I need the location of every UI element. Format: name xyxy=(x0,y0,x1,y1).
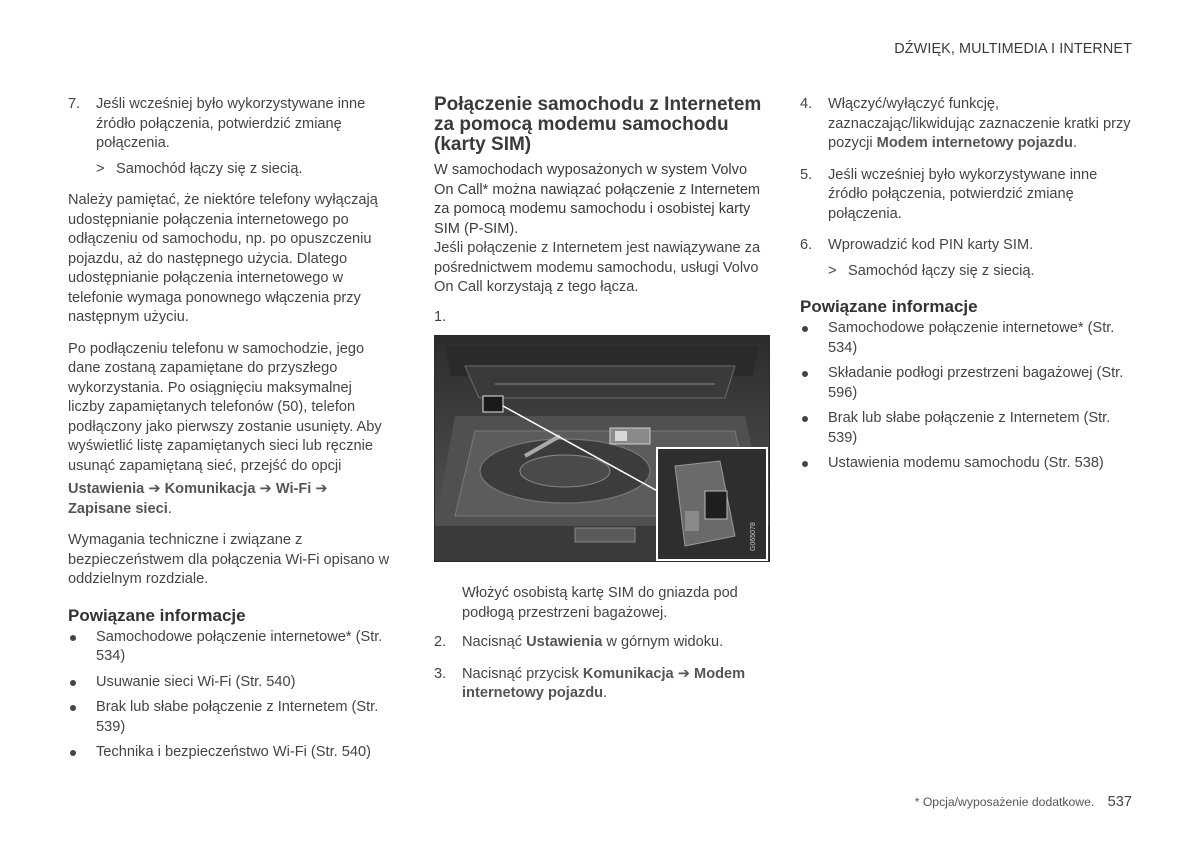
menu-item-communication: Komunikacja xyxy=(164,481,256,497)
related-link-text: Samochodowe połączenie internetowe* (Str. 534) xyxy=(96,628,383,664)
bullet-icon xyxy=(802,371,808,377)
step-text: . xyxy=(1072,135,1077,151)
bullet-icon xyxy=(70,635,76,641)
bullet-icon xyxy=(70,680,76,686)
menu-item-vehicle-modem: Modem internetowy pojazdu xyxy=(462,665,746,701)
arrow-right-icon: ➔ xyxy=(148,481,161,497)
step-number: 3. xyxy=(434,665,447,682)
related-item[interactable] xyxy=(68,743,390,763)
step-number: 2. xyxy=(434,634,447,650)
step-text: Wprowadzić kod PIN karty SIM. xyxy=(828,237,1034,253)
menu-item-vehicle-modem: Modem internetowy pojazdu xyxy=(876,135,1073,151)
step-number: 7. xyxy=(68,96,81,112)
menu-item-settings: Ustawienia xyxy=(526,634,603,650)
column-1 xyxy=(68,95,390,769)
bullet-icon xyxy=(70,705,76,711)
step-7-result xyxy=(68,160,390,180)
result-marker: > xyxy=(96,160,105,177)
step-4 xyxy=(800,95,1132,154)
step-1 xyxy=(434,584,768,623)
step-6 xyxy=(800,236,1132,256)
menu-item-settings: Ustawienia xyxy=(68,481,145,497)
step-number: 5. xyxy=(800,166,813,183)
page-header: DŹWIĘK, MULTIMEDIA I INTERNET xyxy=(894,41,1132,57)
step-5 xyxy=(800,166,1132,225)
step-6-result xyxy=(800,262,1132,282)
result-text: Samochód łączy się z siecią. xyxy=(848,262,1035,279)
arrow-right-icon: ➔ xyxy=(259,481,272,497)
arrow-right-icon: ➔ xyxy=(677,665,690,682)
related-heading: Powiązane informacje xyxy=(800,297,978,316)
step-text: Jeśli wcześniej było wykorzystywane inne źródło połączenia, potwierdzić zmianę połączenia. xyxy=(96,96,366,151)
step-text: w górnym widoku. xyxy=(602,634,724,650)
paragraph-requirements: Wymagania techniczne i związane z bezpieczeństwem dla połączenia Wi-Fi opisano w oddzielnym rozdziale. xyxy=(68,532,390,587)
page-number: 537 xyxy=(1107,794,1132,810)
step-1-number: 1. xyxy=(434,308,447,325)
result-marker: > xyxy=(828,262,837,279)
figure-code: G065078 xyxy=(750,522,757,551)
menu-item-communication: Komunikacja xyxy=(582,665,674,682)
menu-path: Ustawienia ➔ Komunikacja ➔ Wi-Fi ➔ Zapisane sieci. xyxy=(68,481,328,517)
bullet-icon xyxy=(802,326,808,332)
menu-item-saved-networks: Zapisane sieci xyxy=(68,500,168,517)
related-list xyxy=(800,319,1132,474)
related-list xyxy=(68,628,390,763)
step-2 xyxy=(434,633,768,653)
related-item[interactable] xyxy=(68,698,390,737)
paragraph-saved-phones xyxy=(68,340,390,477)
bullet-icon xyxy=(70,750,76,756)
bullet-icon xyxy=(802,416,808,422)
column-2 xyxy=(434,95,768,710)
related-heading: Powiązane informacje xyxy=(68,605,246,625)
related-item[interactable] xyxy=(800,364,1132,403)
related-item[interactable] xyxy=(800,454,1132,474)
related-link-text: Brak lub słabe połączenie z Internetem (Str. 539) xyxy=(96,699,379,735)
arrow-right-icon: ➔ xyxy=(315,481,328,497)
step-text: Nacisnąć xyxy=(462,634,527,650)
related-item[interactable] xyxy=(800,319,1132,358)
step-text: . xyxy=(603,685,608,701)
sim-slot-illustration xyxy=(434,335,770,562)
column-3 xyxy=(800,95,1132,480)
result-text: Samochód łączy się z siecią. xyxy=(116,160,303,177)
related-item[interactable] xyxy=(68,673,390,693)
paragraph-tethering-note: Należy pamiętać, że niektóre telefony wyłączają udostępnianie połączenia internetowego po odłączeniu od samochodu, np. po opuszczeniu pojazdu, aż do następnego użycia. Dlatego udostępnianie połączenia internetowego w telefonie wymaga ponownego włączenia przy następnym użyciu. xyxy=(68,192,378,325)
step-3 xyxy=(434,665,768,704)
related-item[interactable] xyxy=(68,628,390,667)
bullet-icon xyxy=(802,461,808,467)
step-text: Włożyć osobistą kartę SIM do gniazda pod podłogą przestrzeni bagażowej. xyxy=(462,585,738,621)
step-number: 4. xyxy=(800,96,813,112)
intro-paragraph: W samochodach wyposażonych w system Volvo On Call* można nawiązać połączenie z Internetem za pomocą modemu samochodu i osobistej karty SIM (P-SIM). xyxy=(434,162,761,237)
related-link-text: Składanie podłogi przestrzeni bagażowej (Str. 596) xyxy=(828,365,1124,401)
step-number: 6. xyxy=(800,237,813,253)
related-link-text: Brak lub słabe połączenie z Internetem (Str. 539) xyxy=(828,410,1111,446)
related-item[interactable] xyxy=(800,409,1132,448)
step-text: Nacisnąć przycisk xyxy=(462,665,583,682)
menu-item-wifi: Wi-Fi xyxy=(275,481,312,497)
section-heading: Połączenie samochodu z Internetem za pomocą modemu samochodu (karty SIM) xyxy=(434,94,762,155)
footnote: * Opcja/wyposażenie dodatkowe. xyxy=(914,795,1095,809)
luggage-compartment-image xyxy=(435,336,769,561)
intro-paragraph-2: Jeśli połączenie z Internetem jest nawiązywane za pośrednictwem modemu samochodu, usługi Volvo On Call korzystają z tego łącza. xyxy=(434,240,761,295)
related-link-text: Technika i bezpieczeństwo Wi-Fi (Str. 540) xyxy=(96,744,371,760)
step-text: Jeśli wcześniej było wykorzystywane inne źródło połączenia, potwierdzić zmianę połączenia. xyxy=(828,166,1098,222)
page-footer xyxy=(915,793,1132,813)
step-7 xyxy=(68,95,390,154)
step-text: Włączyć/wyłączyć funkcję, zaznaczając/likwidując zaznaczenie kratki przy pozycji xyxy=(828,96,1131,151)
related-link-text: Usuwanie sieci Wi-Fi (Str. 540) xyxy=(96,673,296,690)
paragraph-text: Po podłączeniu telefonu w samochodzie, jego dane zostaną zapamiętane do przyszłego wykorzystania. Po osiągnięciu maksymalnej liczby zapamiętanych telefonów (50), telefon podłączony jako pierwszy zostanie usunięty. Aby wyświetlić listę zapamiętanych sieci lub ręcznie usunąć zapamiętaną sieć, przejść do opcji xyxy=(68,340,382,474)
related-link-text: Samochodowe połączenie internetowe* (Str. 534) xyxy=(828,320,1115,356)
related-link-text: Ustawienia modemu samochodu (Str. 538) xyxy=(828,455,1104,471)
